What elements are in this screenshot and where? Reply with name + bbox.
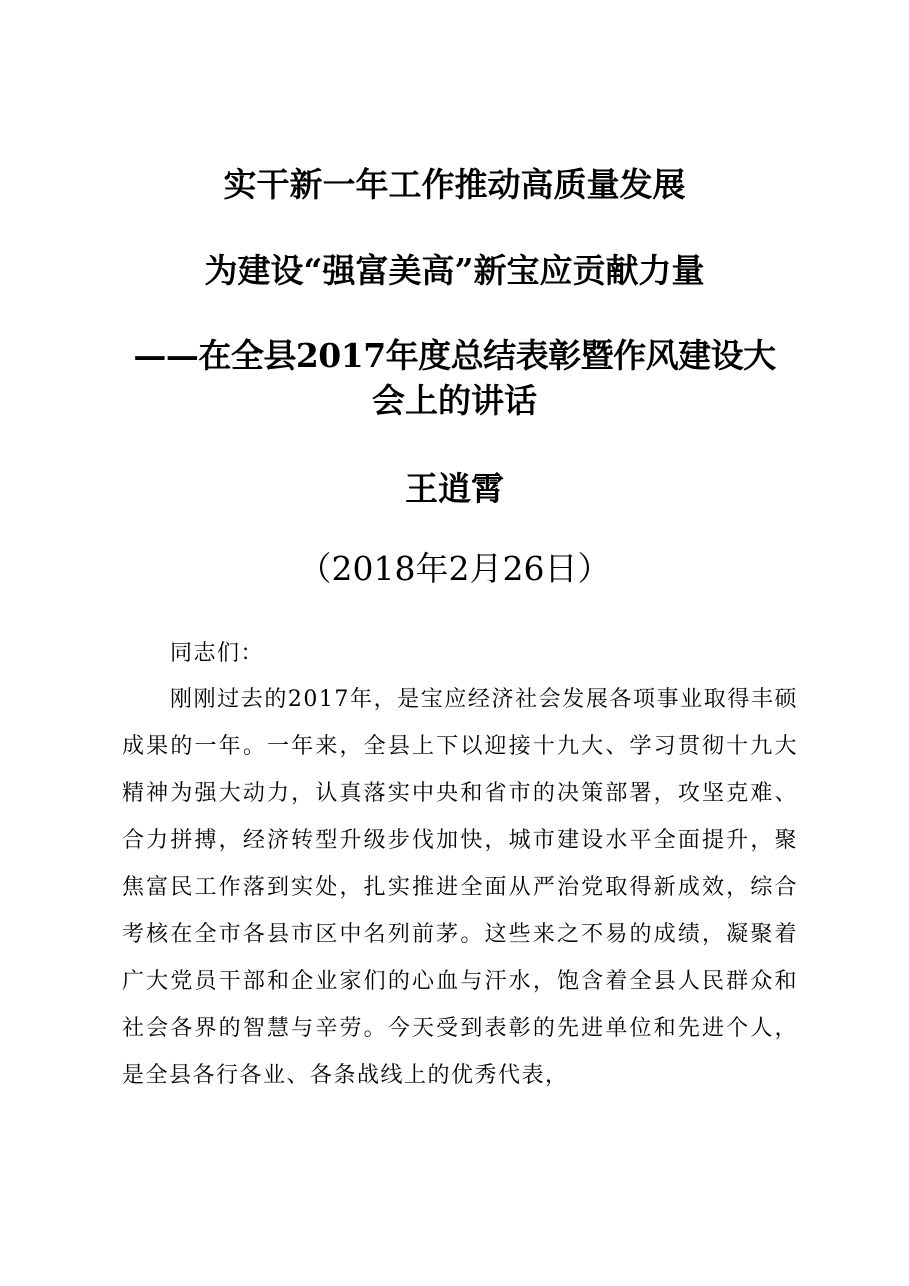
subtitle-line-2: 会上的讲话 [372,381,537,420]
subtitle-line-1: ——在全县2017年度总结表彰暨作风建设大 [133,336,776,375]
salutation: 同志们： [170,641,265,666]
speech-date: （2018年2月26日） [298,549,611,588]
author-name: 王逍霄 [405,469,504,508]
title-line-1: 实干新一年工作推动高质量发展 [223,165,686,204]
title-line-2: 为建设“强富美高”新宝应贡献力量 [204,251,705,290]
body-paragraph: 刚刚过去的2017年，是宝应经济社会发展各项事业取得丰硕成果的一年。一年来，全县上下以迎接十九大、学习贯彻十九大精神为强大动力，认真落实中央和省市的决策部署，攻坚克难、合力拼搏，经济转型升级步伐加快，城市建设水平全面提升，聚焦富民工作落到实处，扎实推进全面从严治党取得新成效，综合考核在全市各县市区中名列前茅。这些来之不易的成绩，凝聚着广大党员干部和企业家们的心血与汗水，饱含着全县人民群众和社会各界的智慧与辛劳。今天受到表彰的先进单位和先进个人，是全县各行各业、各条战线上的优秀代表， [122,687,798,1088]
